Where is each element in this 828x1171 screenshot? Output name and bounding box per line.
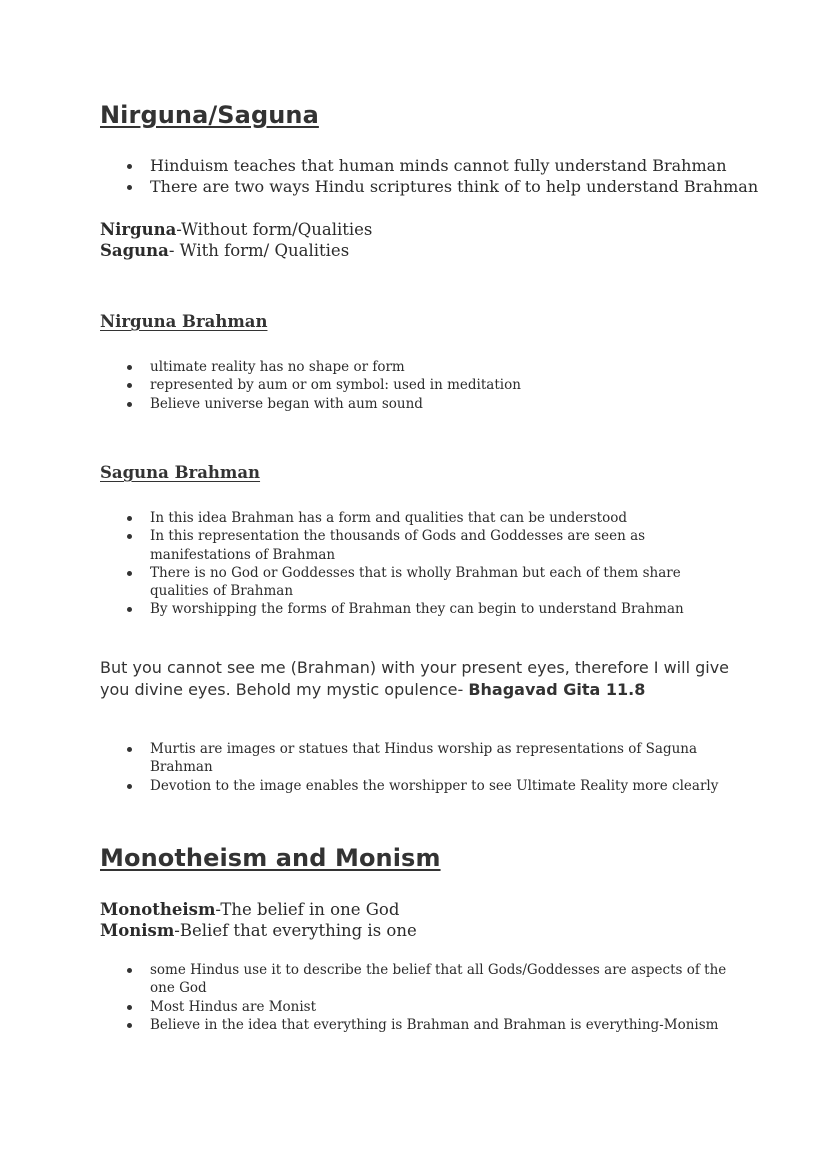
definition-term: Nirguna	[100, 220, 177, 239]
list-item: Believe universe began with aum sound	[100, 395, 740, 413]
list-item: Most Hindus are Monist	[100, 998, 740, 1016]
definition-text: -Belief that everything is one	[174, 921, 417, 940]
definition-monotheism	[100, 899, 399, 920]
list-item: Believe in the idea that everything is Brahman and Brahman is everything-Monism	[100, 1016, 740, 1034]
list-item: In this idea Brahman has a form and qualities that can be understood	[100, 509, 740, 527]
list-item: Hinduism teaches that human minds cannot fully understand Brahman	[100, 155, 760, 176]
list-item: Devotion to the image enables the worshipper to see Ultimate Reality more clearly	[100, 777, 740, 795]
saguna-bullet-list	[100, 509, 740, 619]
list-item: By worshipping the forms of Brahman they can begin to understand Brahman	[100, 600, 740, 618]
bhagavad-gita-quote	[100, 657, 740, 700]
definition-text: - With form/ Qualities	[168, 241, 350, 260]
definition-monism	[100, 920, 417, 941]
intro-bullet-list	[100, 155, 760, 197]
definition-text: -The belief in one God	[215, 900, 400, 919]
list-item: In this representation the thousands of Gods and Goddesses are seen as manifestations of Brahman	[100, 527, 740, 564]
quote-text: But you cannot see me (Brahman) with your present eyes, therefore I will give you divine eyes. Behold my mystic opulence-	[100, 658, 730, 699]
list-item: represented by aum or om symbol: used in meditation	[100, 376, 740, 394]
definition-term: Saguna	[100, 241, 169, 260]
definition-term: Monotheism	[100, 900, 216, 919]
list-item: There is no God or Goddesses that is wholly Brahman but each of them share qualities of Brahman	[100, 564, 740, 601]
monism-bullet-list	[100, 961, 740, 1034]
list-item: There are two ways Hindu scriptures think of to help understand Brahman	[100, 176, 760, 197]
definition-term: Monism	[100, 921, 175, 940]
list-item: Murtis are images or statues that Hindus worship as representations of Saguna Brahman	[100, 740, 740, 777]
list-item: some Hindus use it to describe the belief that all Gods/Goddesses are aspects of the one God	[100, 961, 740, 998]
murtis-bullet-list	[100, 740, 740, 795]
nirguna-bullet-list	[100, 358, 740, 413]
definition-text: -Without form/Qualities	[176, 220, 373, 239]
definition-saguna	[100, 240, 349, 261]
definition-nirguna	[100, 219, 372, 240]
quote-source: Bhagavad Gita 11.8	[468, 679, 646, 699]
heading-saguna-brahman: Saguna Brahman	[100, 463, 261, 482]
heading-nirguna-saguna: Nirguna/Saguna	[100, 101, 319, 129]
list-item: ultimate reality has no shape or form	[100, 358, 740, 376]
heading-nirguna-brahman: Nirguna Brahman	[100, 312, 268, 331]
heading-monotheism-monism: Monotheism and Monism	[100, 844, 441, 872]
